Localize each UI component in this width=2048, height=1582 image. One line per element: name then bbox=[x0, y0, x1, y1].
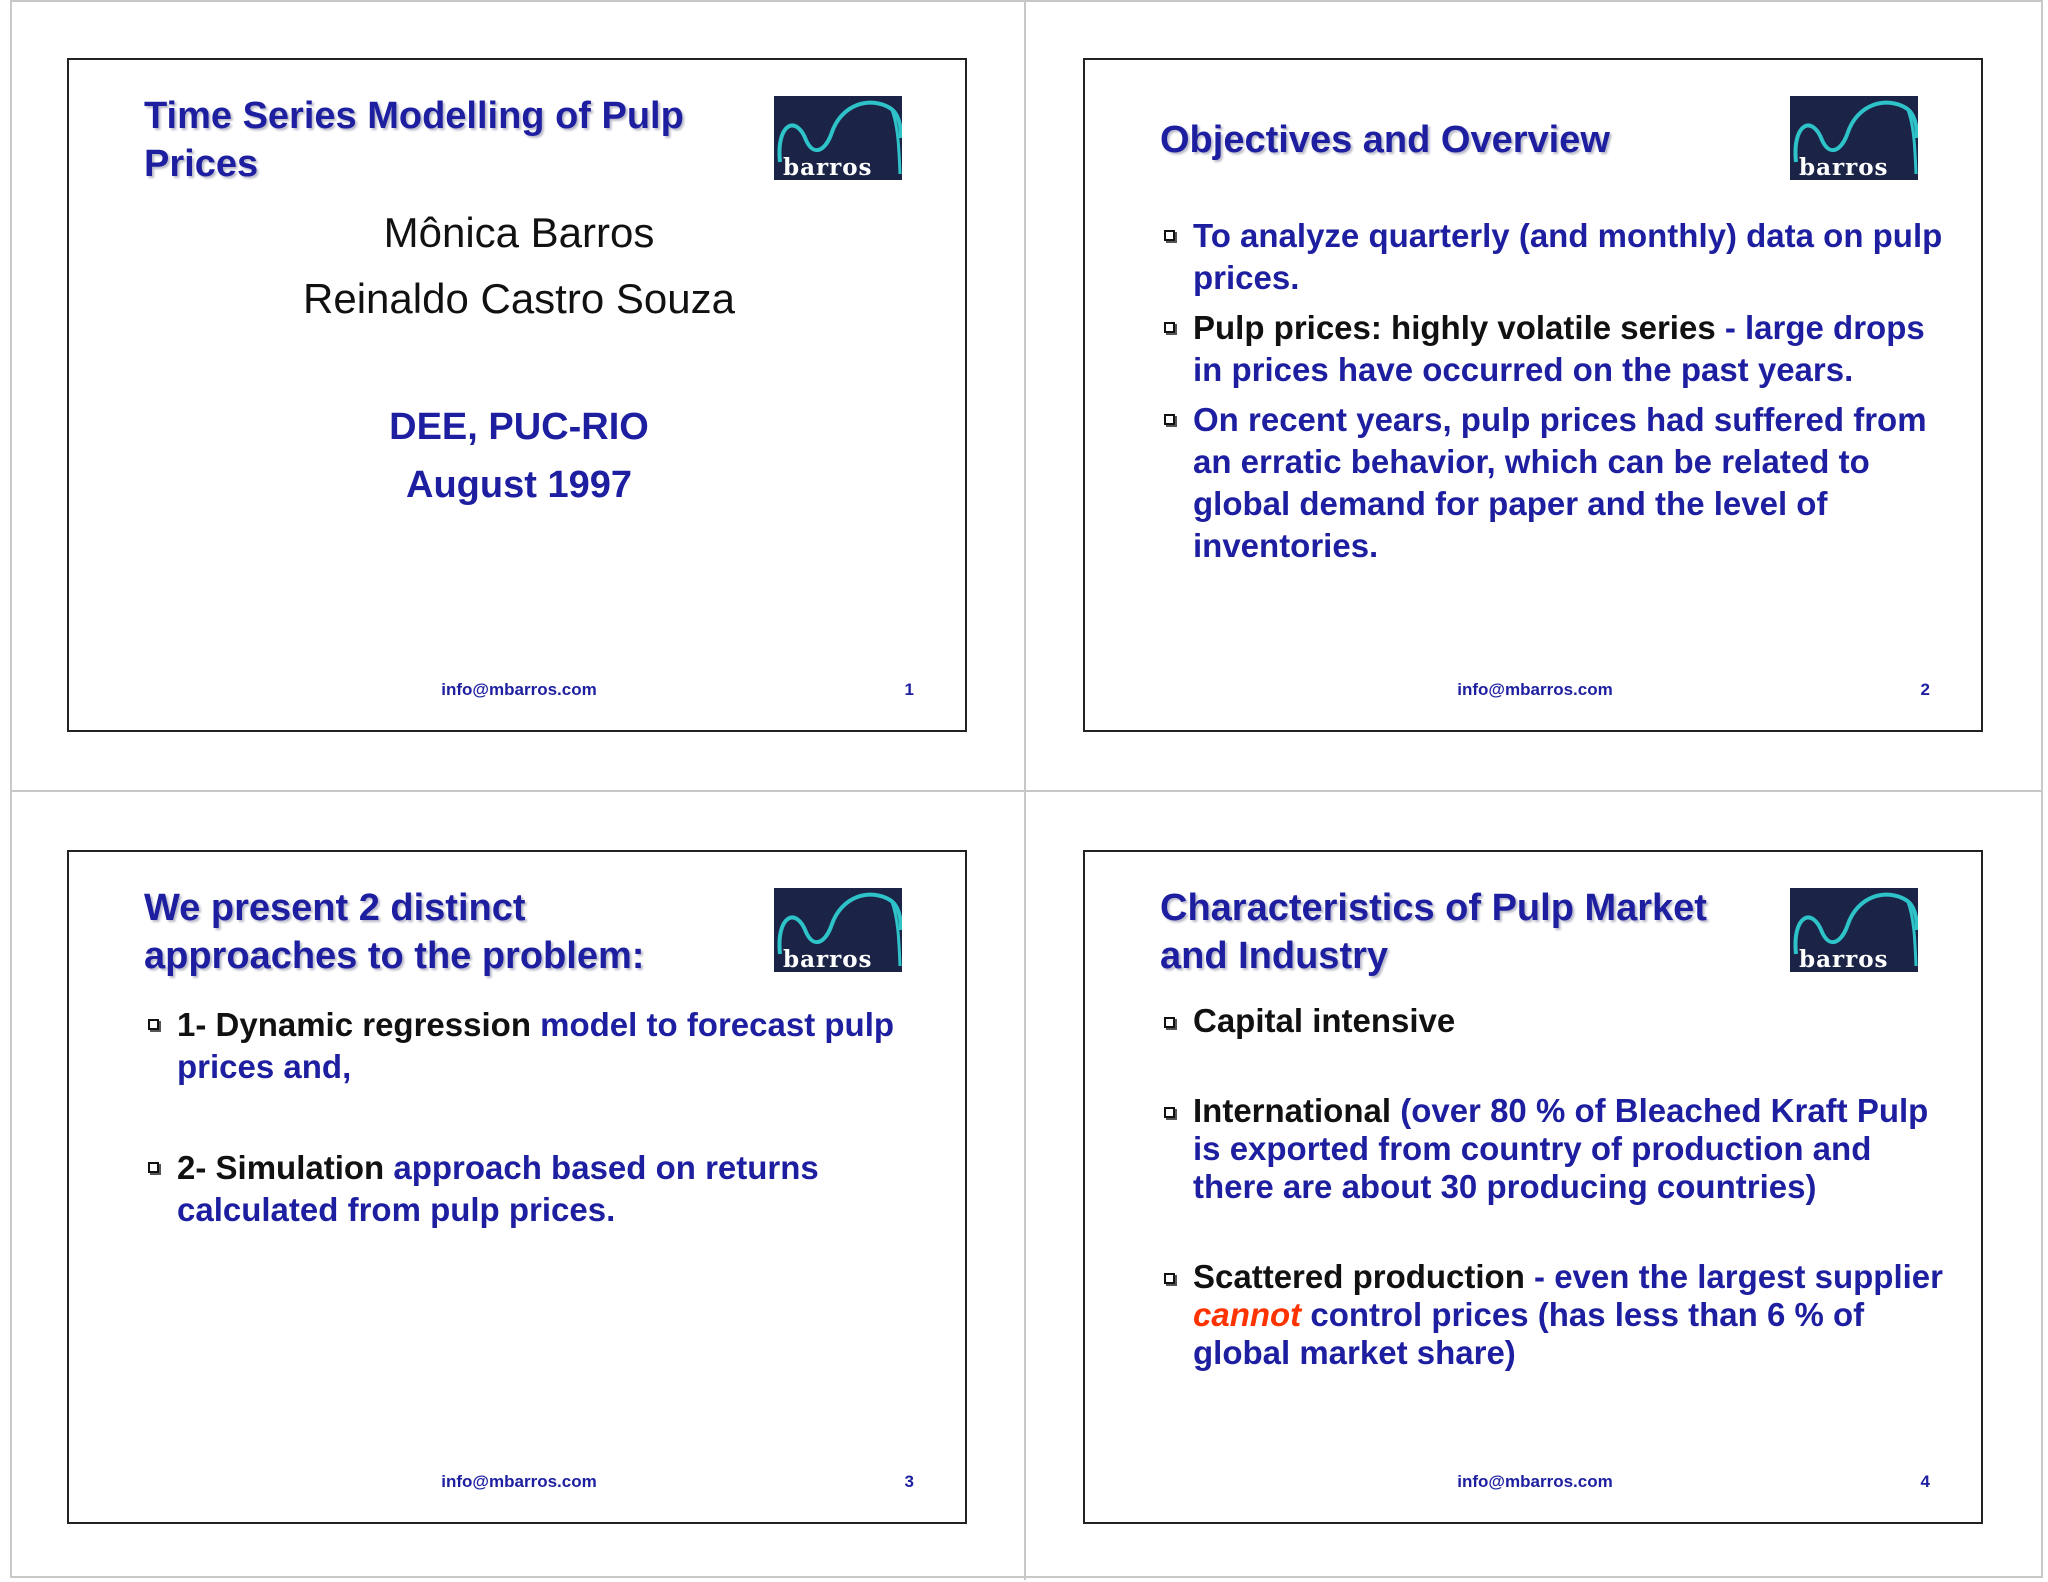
checkbox-bullet-icon bbox=[1164, 1017, 1175, 1028]
slide-number: 3 bbox=[904, 1472, 914, 1491]
presentation-date: August 1997 bbox=[406, 464, 632, 506]
footer-email: info@mbarros.com bbox=[441, 1472, 597, 1491]
logo-wordmark: barros bbox=[1799, 154, 1889, 180]
barros-logo bbox=[774, 96, 902, 180]
slide-3 bbox=[67, 850, 967, 1524]
logo-wordmark: barros bbox=[1799, 946, 1889, 972]
slide-title: We present 2 distinct approaches to the problem: bbox=[144, 887, 645, 977]
barros-logo bbox=[774, 888, 902, 972]
slide-number: 2 bbox=[1920, 680, 1930, 699]
affiliation-block bbox=[69, 398, 969, 514]
slide-title: Characteristics of Pulp Market and Industry bbox=[1160, 887, 1707, 977]
slide-number: 4 bbox=[1920, 1472, 1930, 1491]
bullet-item: 1- Dynamic regression model to forecast pulp prices and, bbox=[144, 1004, 934, 1088]
bullet-item: To analyze quarterly (and monthly) data on pulp prices. bbox=[1160, 215, 1950, 299]
footer-email: info@mbarros.com bbox=[441, 680, 597, 699]
checkbox-bullet-icon bbox=[148, 1162, 159, 1173]
checkbox-bullet-icon bbox=[1164, 230, 1175, 241]
slide-4 bbox=[1083, 850, 1983, 1524]
footer-email: info@mbarros.com bbox=[1457, 1472, 1613, 1491]
checkbox-bullet-icon bbox=[1164, 414, 1175, 425]
slide-title: Time Series Modelling of Pulp Prices bbox=[144, 95, 684, 185]
checkbox-bullet-icon bbox=[1164, 1107, 1175, 1118]
authors-block bbox=[69, 200, 969, 332]
bullet-list bbox=[144, 1004, 934, 1290]
bullet-item: On recent years, pulp prices had suffered from an erratic behavior, which can be related to global demand for paper and the level of inventories. bbox=[1160, 399, 1950, 567]
slide-1 bbox=[67, 58, 967, 732]
bullet-item: International (over 80 % of Bleached Kraft Pulp is exported from country of production and there are about 30 producing countries) bbox=[1160, 1092, 1950, 1206]
slide-2 bbox=[1083, 58, 1983, 732]
bullet-item: Capital intensive bbox=[1160, 1002, 1950, 1040]
slide-title: Objectives and Overview bbox=[1160, 119, 1610, 161]
emphasis-text: cannot bbox=[1193, 1296, 1302, 1333]
bullet-item: 2- Simulation approach based on returns calculated from pulp prices. bbox=[144, 1147, 934, 1231]
barros-logo bbox=[1790, 96, 1918, 180]
affiliation: DEE, PUC-RIO bbox=[389, 406, 649, 448]
bullet-item: Scattered production - even the largest supplier cannot control prices (has less than 6 % of global market share) bbox=[1160, 1258, 1950, 1372]
bullet-list bbox=[1160, 1002, 1950, 1424]
author-name: Reinaldo Castro Souza bbox=[303, 275, 735, 322]
bullet-list bbox=[1160, 215, 1950, 575]
checkbox-bullet-icon bbox=[1164, 1273, 1175, 1284]
slide-number: 1 bbox=[904, 680, 914, 699]
bullet-item: Pulp prices: highly volatile series - large drops in prices have occurred on the past years. bbox=[1160, 307, 1950, 391]
author-name: Mônica Barros bbox=[383, 209, 655, 256]
logo-wordmark: barros bbox=[783, 154, 873, 180]
horizontal-divider bbox=[10, 790, 2043, 792]
logo-wordmark: barros bbox=[783, 946, 873, 972]
checkbox-bullet-icon bbox=[1164, 322, 1175, 333]
checkbox-bullet-icon bbox=[148, 1019, 159, 1030]
barros-logo bbox=[1790, 888, 1918, 972]
footer-email: info@mbarros.com bbox=[1457, 680, 1613, 699]
